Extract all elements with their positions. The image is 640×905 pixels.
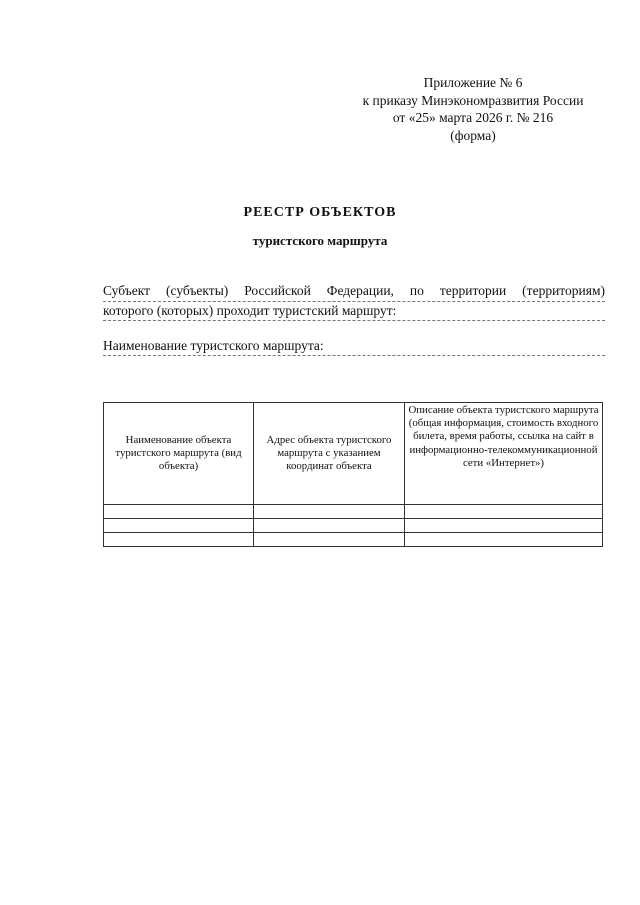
table-cell[interactable]	[104, 519, 254, 533]
table-header-row	[104, 403, 603, 505]
table-cell[interactable]	[104, 505, 254, 519]
subject-field[interactable]	[103, 282, 605, 321]
appendix-block	[340, 74, 606, 144]
appendix-number: Приложение № 6	[423, 75, 523, 90]
appendix-form-label: (форма)	[450, 127, 496, 143]
table-row	[104, 505, 603, 519]
table-cell[interactable]	[104, 533, 254, 547]
objects-registry-table	[103, 402, 603, 547]
appendix-date: от «25» марта 2026 г. № 216	[392, 110, 554, 125]
table-cell[interactable]	[254, 519, 405, 533]
table-cell[interactable]	[405, 505, 603, 519]
route-name-label: Наименование туристского маршрута:	[103, 338, 324, 353]
document-subtitle: туристского маршрута	[252, 233, 388, 248]
subject-field-label-line1: Субъект (субъекты) Российской Федерации, по территории (территориям)	[103, 282, 605, 302]
document-title: РЕЕСТР ОБЪЕКТОВ	[243, 205, 397, 220]
column-header-object-name: Наименование объекта туристского маршрута (вид объекта)	[104, 403, 254, 505]
table-cell[interactable]	[254, 505, 405, 519]
subject-field-label-line2: которого (которых) проходит туристский маршрут:	[103, 302, 605, 322]
column-header-object-description: Описание объекта туристского маршрута (общая информация, стоимость входного билета, время работы, ссылка на сайт в информационно-телекоммуникационной сети «Интернет»)	[405, 403, 603, 505]
table-row	[104, 533, 603, 547]
route-name-field[interactable]	[103, 337, 605, 356]
table-cell[interactable]	[405, 533, 603, 547]
appendix-order: к приказу Минэкономразвития России	[362, 92, 584, 108]
column-header-object-address: Адрес объекта туристского маршрута с указанием координат объекта	[254, 403, 405, 505]
table-cell[interactable]	[405, 519, 603, 533]
table-row	[104, 519, 603, 533]
table-cell[interactable]	[254, 533, 405, 547]
